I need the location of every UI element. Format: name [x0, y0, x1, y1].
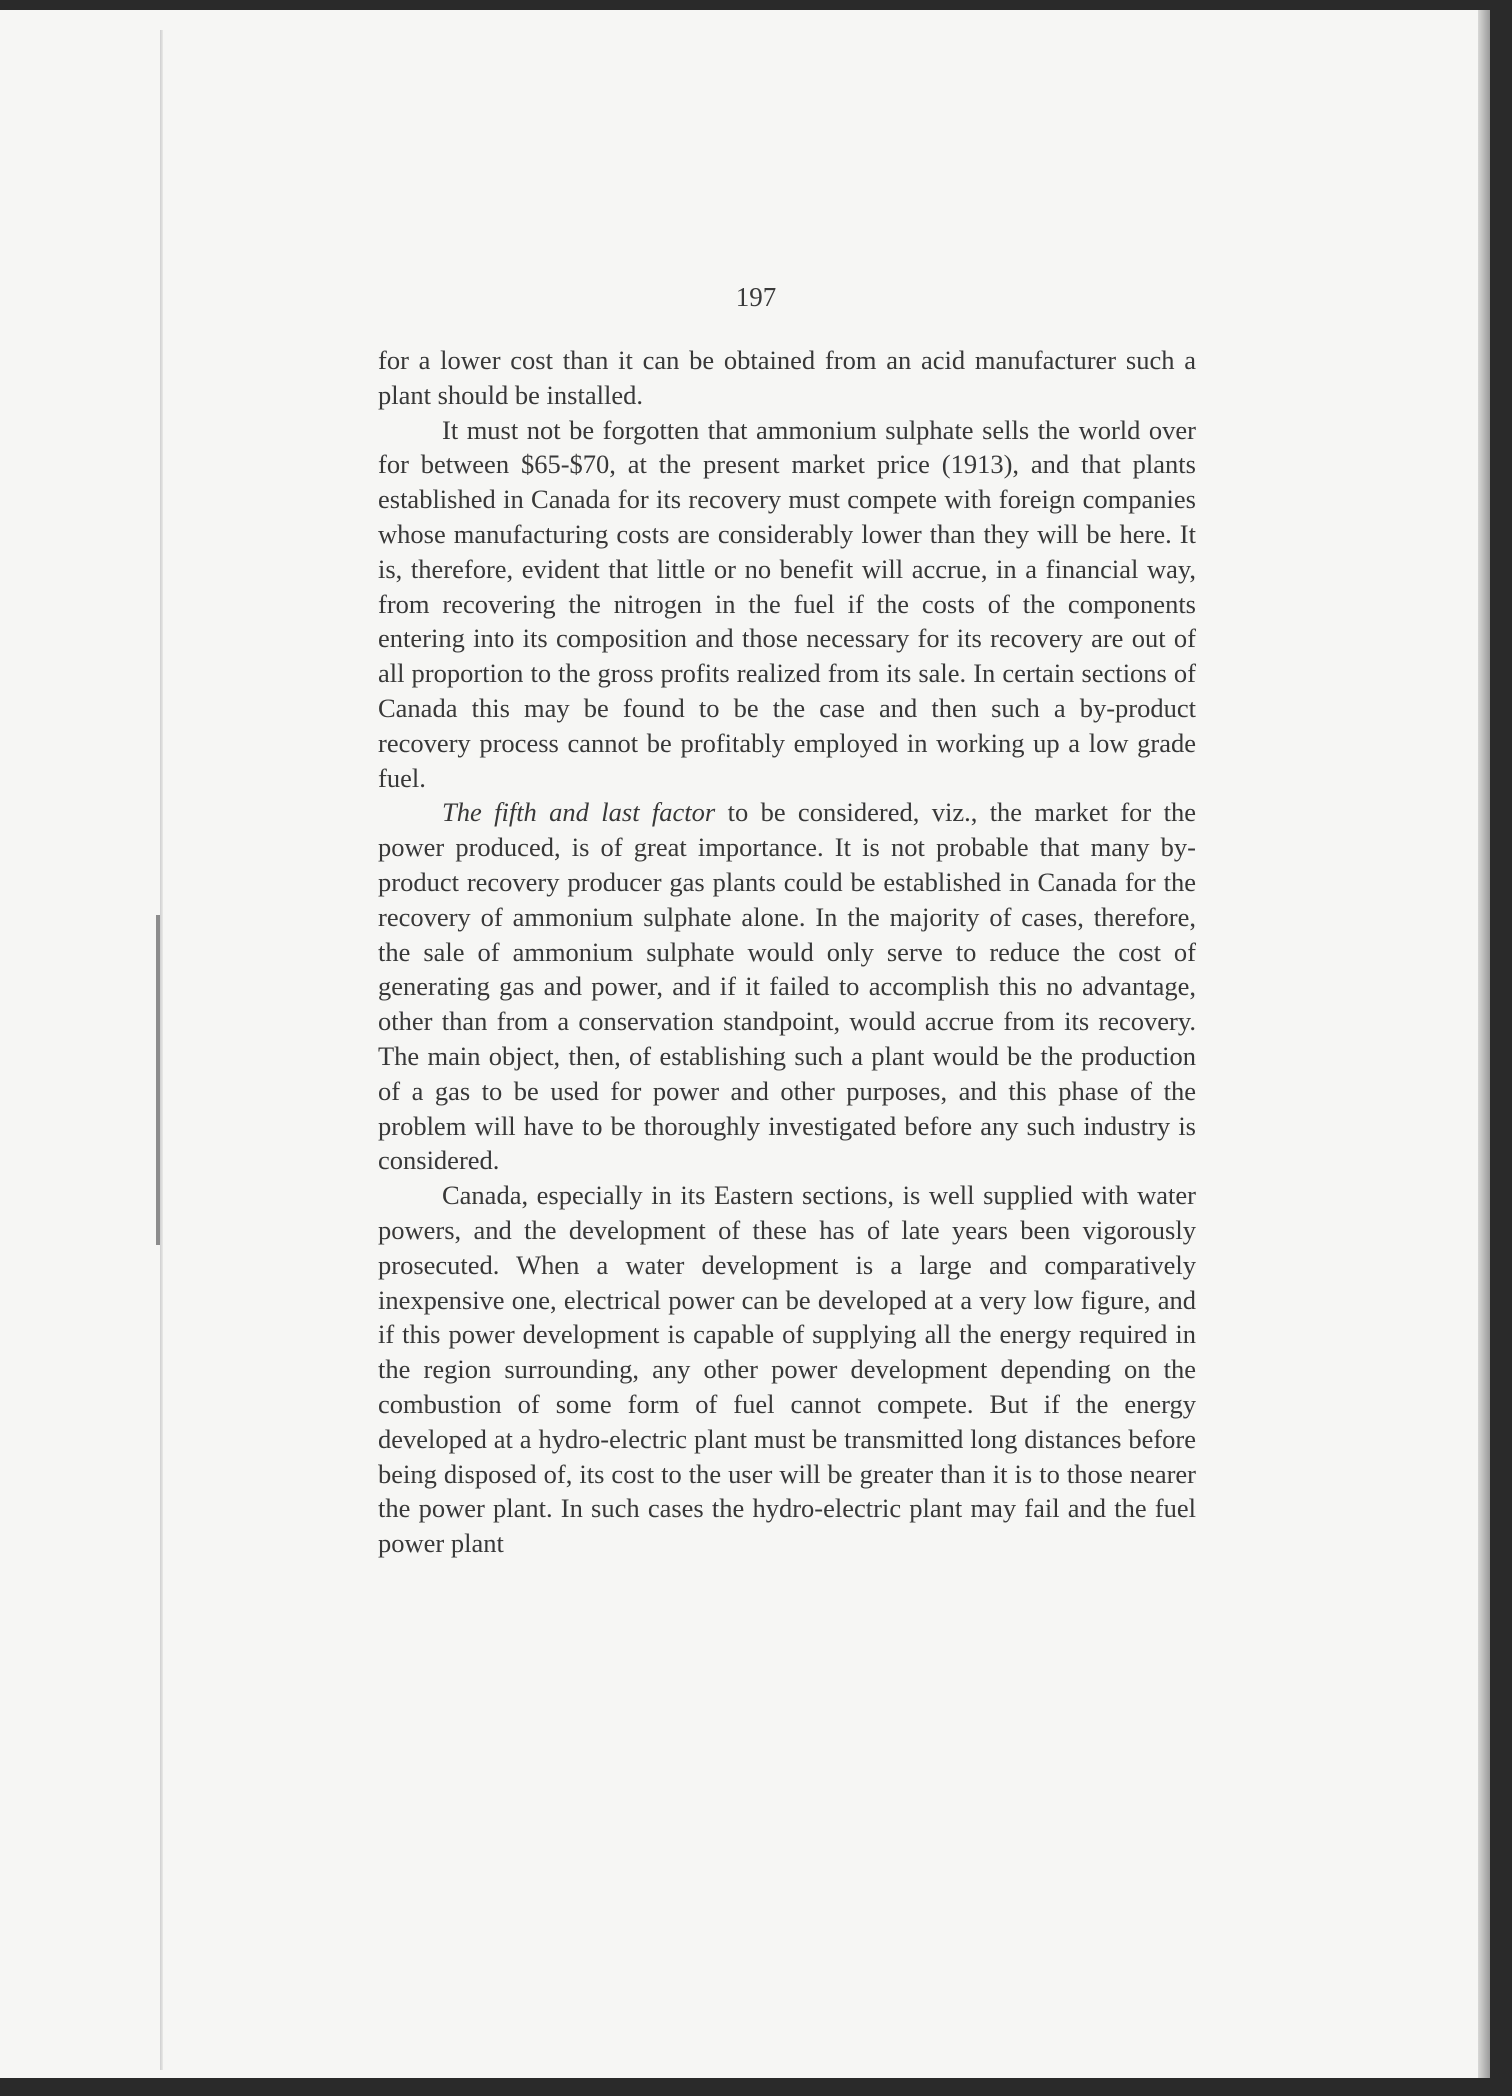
body-text — [378, 343, 1196, 1561]
paragraph-text: for a lower cost than it can be obtained from an acid manufacturer such a plant should be installed. — [378, 345, 1196, 410]
italic-lead-phrase: The fifth and last factor — [442, 797, 716, 828]
paragraph-fifth-factor — [378, 795, 1196, 1178]
paragraph-text: Canada, especially in its Eastern sections, is well supplied with water powers, and the development of these has of late years been vigorously prosecuted. When a water development is a large and comparatively inexpensive one, electrical power can be developed at a very low figure, and if this power development is capable of supplying all the energy required in the region surrounding, any other power development depending on the combustion of some form of fuel cannot compete. But if the energy developed at a hydro-electric plant must be transmitted long distances before being disposed of, its cost to the user will be greater than it is to those nearer the power plant. In such cases the hydro-electric plant may fail and the fuel power plant — [378, 1180, 1196, 1559]
gutter-shadow-mark — [156, 915, 160, 1245]
paragraph-continued — [378, 343, 1196, 413]
paragraph-text: It must not be forgotten that ammonium sulphate sells the world over for between $65-$70, at the present market price (1913), and that plants established in Canada for its recovery must compete with foreign companies whose manufacturing costs are considerably lower than they will be here. It is, therefore, evident that little or no benefit will accrue, in a financial way, from recovering the nitrogen in the fuel if the costs of the components entering into its composition and those necessary for its recovery are out of all proportion to the gross profits realized from its sale. In certain sections of Canada this may be found to be the case and then such a by-product recovery process cannot be profitably employed in working up a low grade fuel. — [378, 414, 1196, 793]
page-right-edge — [1478, 10, 1490, 2078]
paragraph-text: to be considered, viz., the market for the power produced, is of great importance. It is not probable that many by-product recovery producer gas plants could be established in Canada for the recovery of ammonium sulphate alone. In the majority of cases, therefore, the sale of ammonium sulphate would only serve to reduce the cost of generating gas and power, and if it failed to accomplish this no advantage, other than from a conservation standpoint, would accrue from its recovery. The main object, then, of establishing such a plant would be the production of a gas to be used for power and other purposes, and this phase of the problem will have to be thoroughly investigated before any such industry is considered. — [378, 797, 1196, 1176]
page-number: 197 — [735, 282, 777, 312]
paragraph-water-powers — [378, 1178, 1196, 1561]
paragraph-ammonium-market — [378, 413, 1196, 796]
binding-gutter — [160, 30, 163, 2070]
